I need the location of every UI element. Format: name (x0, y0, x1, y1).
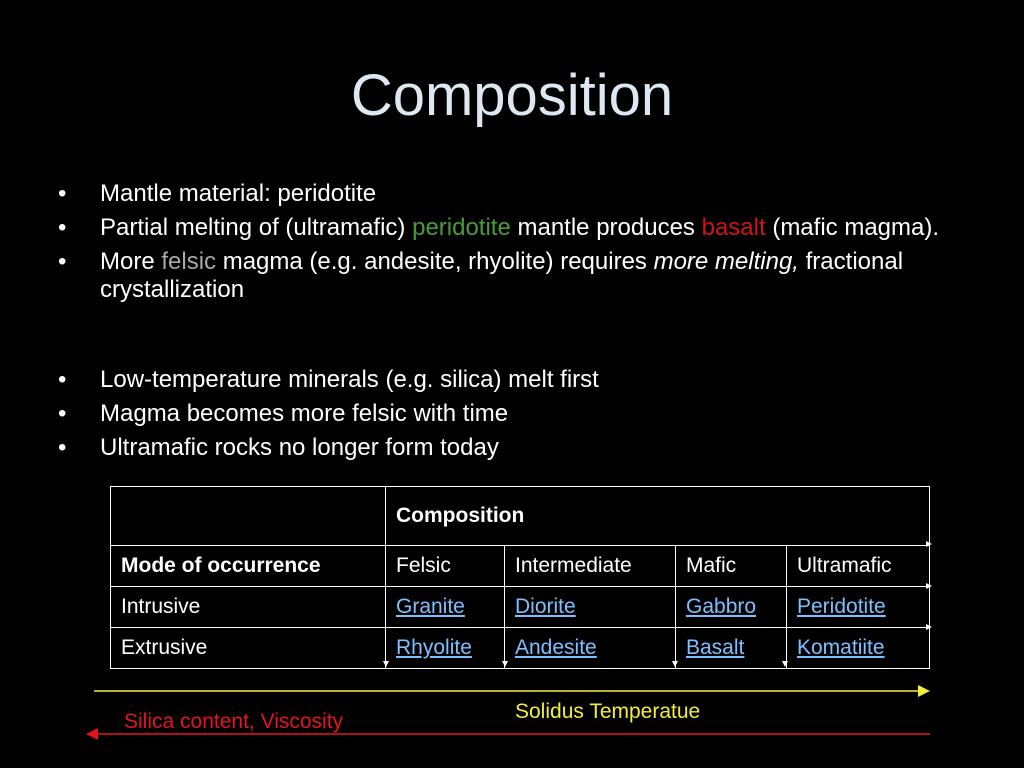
edge-marker-icon (383, 661, 389, 667)
peridotite-highlight: peridotite (412, 214, 511, 241)
edge-marker-icon (782, 661, 788, 667)
link-diorite[interactable]: Diorite (515, 595, 576, 618)
felsic-highlight: felsic (161, 248, 217, 275)
row-label-intrusive: Intrusive (111, 587, 386, 628)
link-komatiite[interactable]: Komatiite (797, 636, 885, 659)
bullet-text: Mantle material: peridotite (100, 180, 377, 207)
arrow-right-icon (918, 685, 930, 697)
solidus-arrow (94, 685, 930, 697)
link-rhyolite[interactable]: Rhyolite (396, 636, 472, 659)
bullet-text: Low-temperature minerals (e.g. silica) melt first (100, 366, 599, 393)
slide-title: Composition (350, 63, 674, 128)
edge-marker-icon (502, 661, 508, 667)
bullet-text: Magma becomes more felsic with time (100, 400, 509, 427)
edge-marker-icon (926, 583, 932, 589)
mode-of-occurrence-header: Mode of occurrence (111, 546, 386, 587)
link-basalt[interactable]: Basalt (686, 636, 745, 659)
basalt-highlight: basalt (701, 214, 766, 241)
link-gabbro[interactable]: Gabbro (686, 595, 757, 618)
solidus-temperature-label: Solidus Temperatue (515, 700, 701, 723)
column-header-felsic: Felsic (386, 546, 505, 587)
column-header-intermediate: Intermediate (505, 546, 676, 587)
more-melting-emphasis: more melting, (653, 248, 799, 275)
column-header-mafic: Mafic (676, 546, 787, 587)
bullet-text: More (100, 248, 162, 275)
composition-header: Composition (386, 487, 930, 546)
link-granite[interactable]: Granite (396, 595, 465, 618)
silica-viscosity-label: Silica content, Viscosity (124, 710, 344, 733)
bullet-text: Ultramafic rocks no longer form today (100, 434, 499, 461)
bullet-text: fractional crystallization (100, 248, 904, 303)
edge-marker-icon (926, 541, 932, 547)
link-peridotite[interactable]: Peridotite (797, 595, 886, 618)
arrow-left-icon (86, 728, 98, 740)
link-andesite[interactable]: Andesite (515, 636, 597, 659)
row-label-extrusive: Extrusive (111, 628, 386, 669)
column-header-ultramafic: Ultramafic (787, 546, 930, 587)
bullet-text: (mafic magma). (765, 214, 940, 241)
edge-marker-icon (926, 624, 932, 630)
bullet-text: mantle produces (510, 214, 702, 241)
table-edge-markers (383, 541, 932, 667)
bullet-text: Partial melting of (ultramafic) (100, 214, 413, 241)
edge-marker-icon (672, 661, 678, 667)
bullet-text: magma (e.g. andesite, rhyolite) requires (216, 248, 654, 275)
